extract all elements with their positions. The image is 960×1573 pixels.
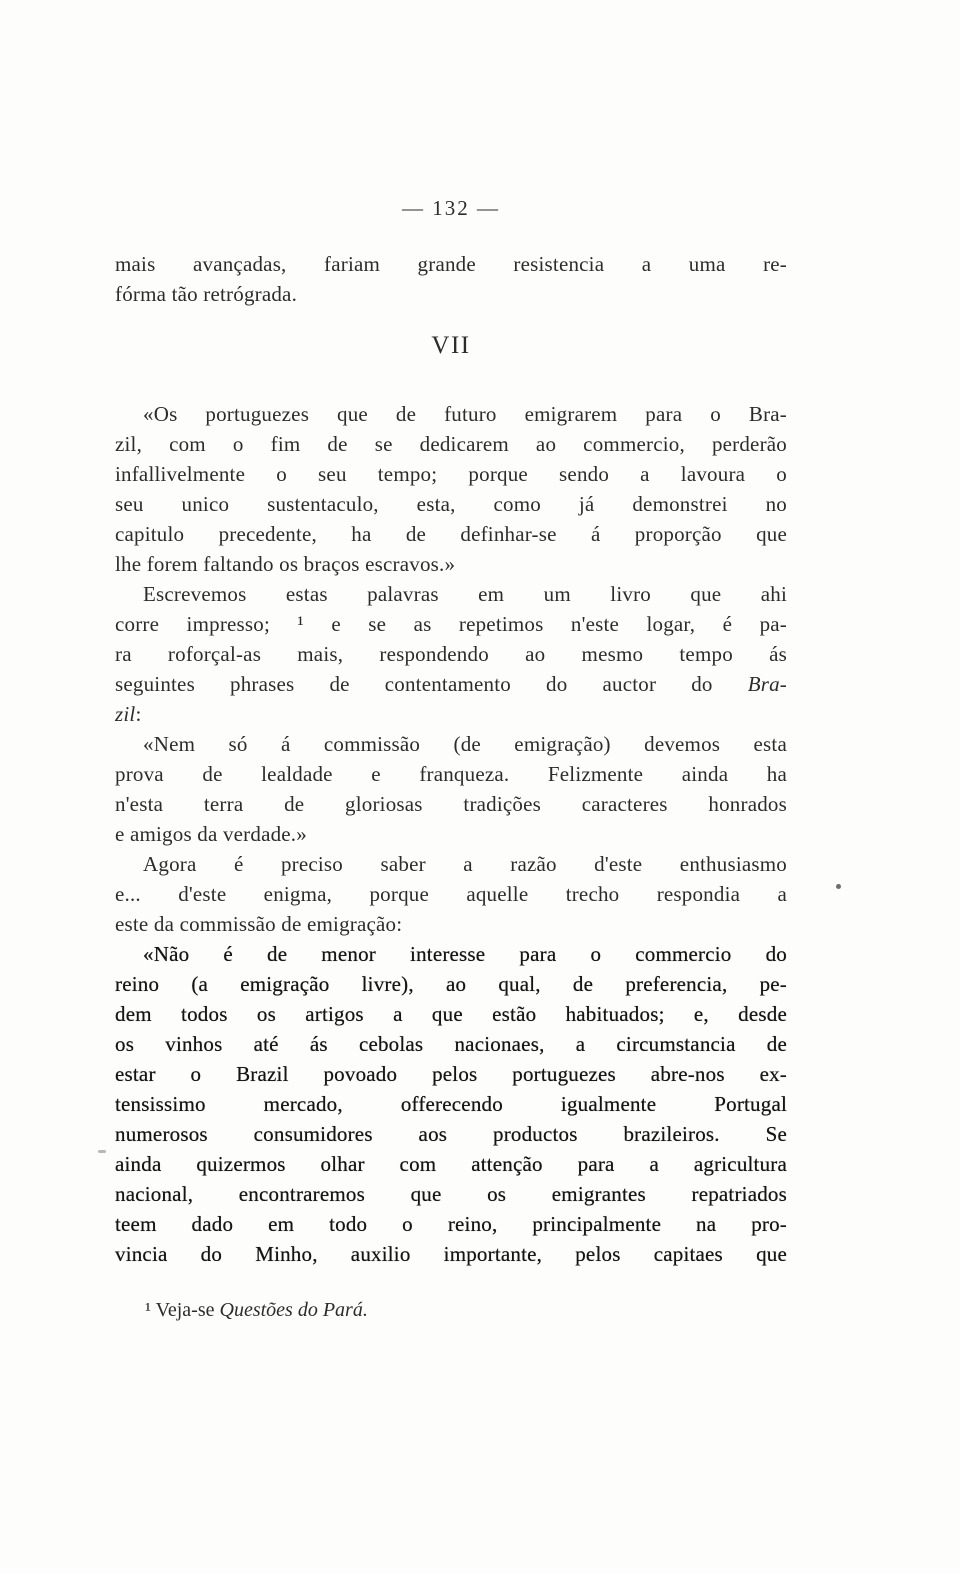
text-line: fórma tão retrógrada. <box>115 282 298 306</box>
text-line: seu unico sustentaculo, esta, como já demonstrei no <box>115 492 787 516</box>
text-line: Agora é preciso saber a razão d'este enthusiasmo <box>143 852 787 876</box>
text-line: os vinhos até ás cebolas nacionaes, a circumstancia de <box>115 1032 787 1056</box>
text-line: e... d'este enigma, porque aquelle trecho respondia a <box>115 882 787 906</box>
text-line: zil: <box>115 702 142 726</box>
text-line: reino (a emigração livre), ao qual, de preferencia, pe- <box>115 972 787 996</box>
text-line: mais avançadas, fariam grande resistencia a uma re- <box>115 252 787 276</box>
text-line: e amigos da verdade.» <box>115 822 307 846</box>
text-line: prova de lealdade e franqueza. Felizmente ainda ha <box>115 762 787 786</box>
text-line: «Os portuguezes que de futuro emigrarem para o Bra- <box>143 402 787 426</box>
text-line: corre impresso; ¹ e se as repetimos n'este logar, é pa- <box>115 612 787 636</box>
text-line: teem dado em todo o reino, principalmente na pro- <box>115 1212 787 1236</box>
paragraph <box>115 729 787 849</box>
text-line: «Não é de menor interesse para o commercio do <box>143 942 787 966</box>
text-line: seguintes phrases de contentamento do auctor do Bra- <box>115 672 787 696</box>
page-body <box>115 249 787 1269</box>
text-line: vincia do Minho, auxilio importante, pelos capitaes que <box>115 1242 787 1266</box>
text-line: ra roforçal-as mais, respondendo ao mesmo tempo ás <box>115 642 787 666</box>
text-line: capitulo precedente, ha de definhar-se á proporção que <box>115 522 787 546</box>
paragraph <box>115 399 787 579</box>
text-line: ainda quizermos olhar com attenção para a agricultura <box>115 1152 787 1176</box>
section-heading: VII <box>431 332 471 359</box>
footnote: ¹ Veja-se Questões do Pará. <box>145 1299 368 1321</box>
text-line: numerosos consumidores aos productos brazileiros. Se <box>115 1122 787 1146</box>
paragraph <box>115 579 787 729</box>
text-line: Escrevemos estas palavras em um livro que ahi <box>143 582 787 606</box>
text-line: «Nem só á commissão (de emigração) devemos esta <box>143 732 787 756</box>
text-line: estar o Brazil povoado pelos portuguezes abre-nos ex- <box>115 1062 787 1086</box>
paragraph <box>115 849 787 939</box>
scan-speck <box>836 884 841 889</box>
text-line: este da commissão de emigração: <box>115 912 403 936</box>
text-line: dem todos os artigos a que estão habituados; e, desde <box>115 1002 787 1026</box>
text-line: n'esta terra de gloriosas tradições caracteres honrados <box>115 792 787 816</box>
page-number: — 132 — <box>402 196 500 220</box>
text-line: zil, com o fim de se dedicarem ao commercio, perderão <box>115 432 787 456</box>
text-line: lhe forem faltando os braços escravos.» <box>115 552 456 576</box>
text-line: tensissimo mercado, offerecendo igualmente Portugal <box>115 1092 787 1116</box>
paragraph <box>115 939 787 1269</box>
paragraph <box>115 249 787 309</box>
scan-speck <box>98 1150 106 1153</box>
text-line: infallivelmente o seu tempo; porque sendo a lavoura o <box>115 462 787 486</box>
text-line: nacional, encontraremos que os emigrantes repatriados <box>115 1182 787 1206</box>
